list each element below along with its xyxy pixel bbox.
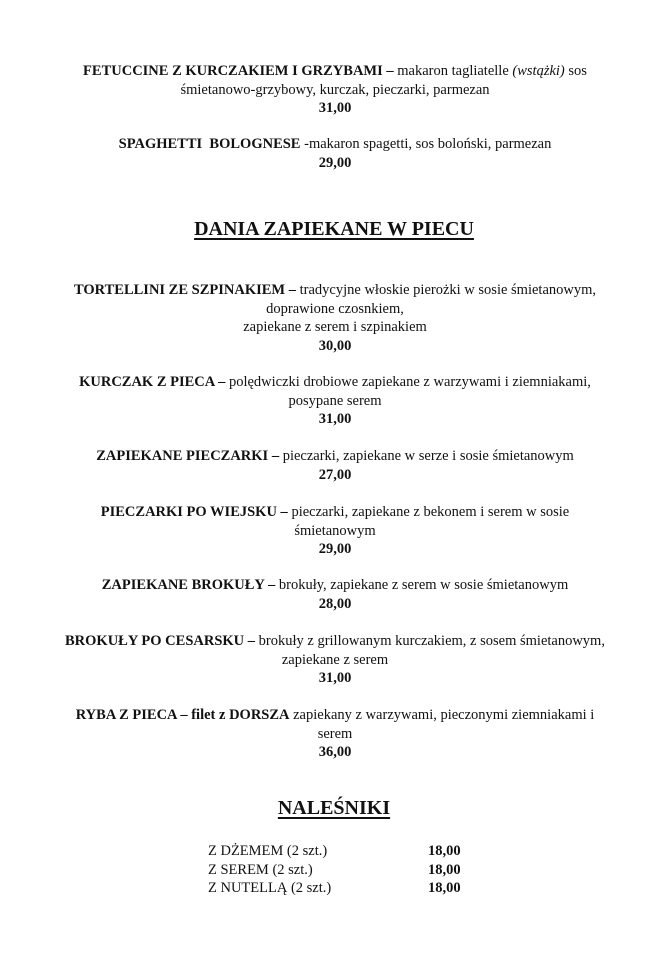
pancake-label: Z DŻEMEM (2 szt.) bbox=[208, 843, 328, 859]
dish-name: BROKUŁY PO CESARSKU – bbox=[65, 633, 256, 649]
menu-item-pieczarki-po-wiejsku bbox=[60, 503, 610, 559]
section-title-pancakes: NALEŚNIKI bbox=[277, 797, 391, 819]
dish-description: makaron tagliatelle bbox=[397, 63, 509, 79]
pancake-price: 18,00 bbox=[428, 861, 461, 878]
list-item bbox=[208, 842, 461, 861]
dish-name: ZAPIEKANE PIECZARKI – bbox=[96, 448, 280, 464]
dish-name: TORTELLINI ZE SZPINAKIEM – bbox=[73, 282, 296, 298]
dish-price: 28,00 bbox=[318, 595, 352, 612]
pancake-price: 18,00 bbox=[428, 843, 461, 859]
dish-description: brokuły z grillowanym kurczakiem, z sosem śmietanowym, zapiekane z serem bbox=[258, 633, 605, 668]
section-title-baked: DANIA ZAPIEKANE W PIECU bbox=[194, 218, 474, 240]
pancakes-list bbox=[208, 842, 461, 898]
dish-name: KURCZAK Z PIECA – bbox=[79, 374, 226, 390]
dish-name: SPAGHETTI BOLOGNESE bbox=[118, 136, 301, 152]
dish-price: 30,00 bbox=[318, 337, 352, 354]
dish-description: brokuły, zapiekane z serem w sosie śmietanowym bbox=[278, 577, 569, 593]
dish-price: 36,00 bbox=[318, 744, 352, 760]
dish-price: 31,00 bbox=[318, 670, 352, 686]
list-item bbox=[208, 879, 461, 898]
dish-price: 27,00 bbox=[318, 466, 352, 483]
menu-item-spaghetti bbox=[60, 135, 610, 172]
pancake-label: Z NUTELLĄ (2 szt.) bbox=[208, 880, 332, 896]
menu-item-tortellini bbox=[60, 281, 610, 355]
menu-item-fetuccine bbox=[60, 62, 610, 118]
menu-item-kurczak bbox=[60, 373, 610, 429]
dish-description: zapiekany z warzywami, pieczonymi ziemniakami i serem bbox=[293, 707, 595, 742]
menu-item-ryba-z-pieca bbox=[60, 706, 610, 762]
dish-description: sos śmietanowo-grzybowy, kurczak, pieczarki, parmezan bbox=[180, 63, 587, 98]
dish-name: PIECZARKI PO WIEJSKU – bbox=[100, 504, 288, 520]
pancake-price: 18,00 bbox=[428, 880, 461, 896]
dish-name: ZAPIEKANE BROKUŁY – bbox=[101, 577, 276, 593]
dish-price: 29,00 bbox=[318, 541, 352, 557]
dish-description: polędwiczki drobiowe zapiekane z warzywami i ziemniakami, posypane serem bbox=[228, 374, 591, 409]
dish-description: pieczarki, zapiekane w serze i sosie śmietanowym bbox=[282, 448, 574, 464]
dish-price: 31,00 bbox=[318, 100, 352, 116]
menu-item-zapiekane-pieczarki bbox=[60, 447, 610, 484]
dish-description: zapiekane z serem i szpinakiem bbox=[243, 319, 427, 335]
dish-description-italic: (wstążki) bbox=[512, 63, 565, 79]
dish-name: FETUCCINE Z KURCZAKIEM I GRZYBAMI – bbox=[83, 63, 394, 79]
dish-price: 29,00 bbox=[318, 154, 352, 171]
dish-description: tradycyjne włoskie pierożki w sosie śmietanowym, bbox=[299, 282, 597, 298]
dish-description: pieczarki, zapiekane z bekonem i serem w sosie śmietanowym bbox=[291, 504, 570, 539]
dish-description: doprawione czosnkiem, bbox=[266, 300, 404, 317]
menu-item-brokuly-po-cesarsku bbox=[60, 632, 610, 688]
menu-item-zapiekane-brokuly bbox=[60, 576, 610, 613]
pancake-label: Z SEREM (2 szt.) bbox=[208, 861, 313, 878]
list-item bbox=[208, 861, 461, 880]
dish-price: 31,00 bbox=[318, 411, 352, 427]
dish-name: RYBA Z PIECA – filet z DORSZA bbox=[75, 707, 290, 723]
dish-description: -makaron spagetti, sos boloński, parmezan bbox=[304, 136, 552, 152]
